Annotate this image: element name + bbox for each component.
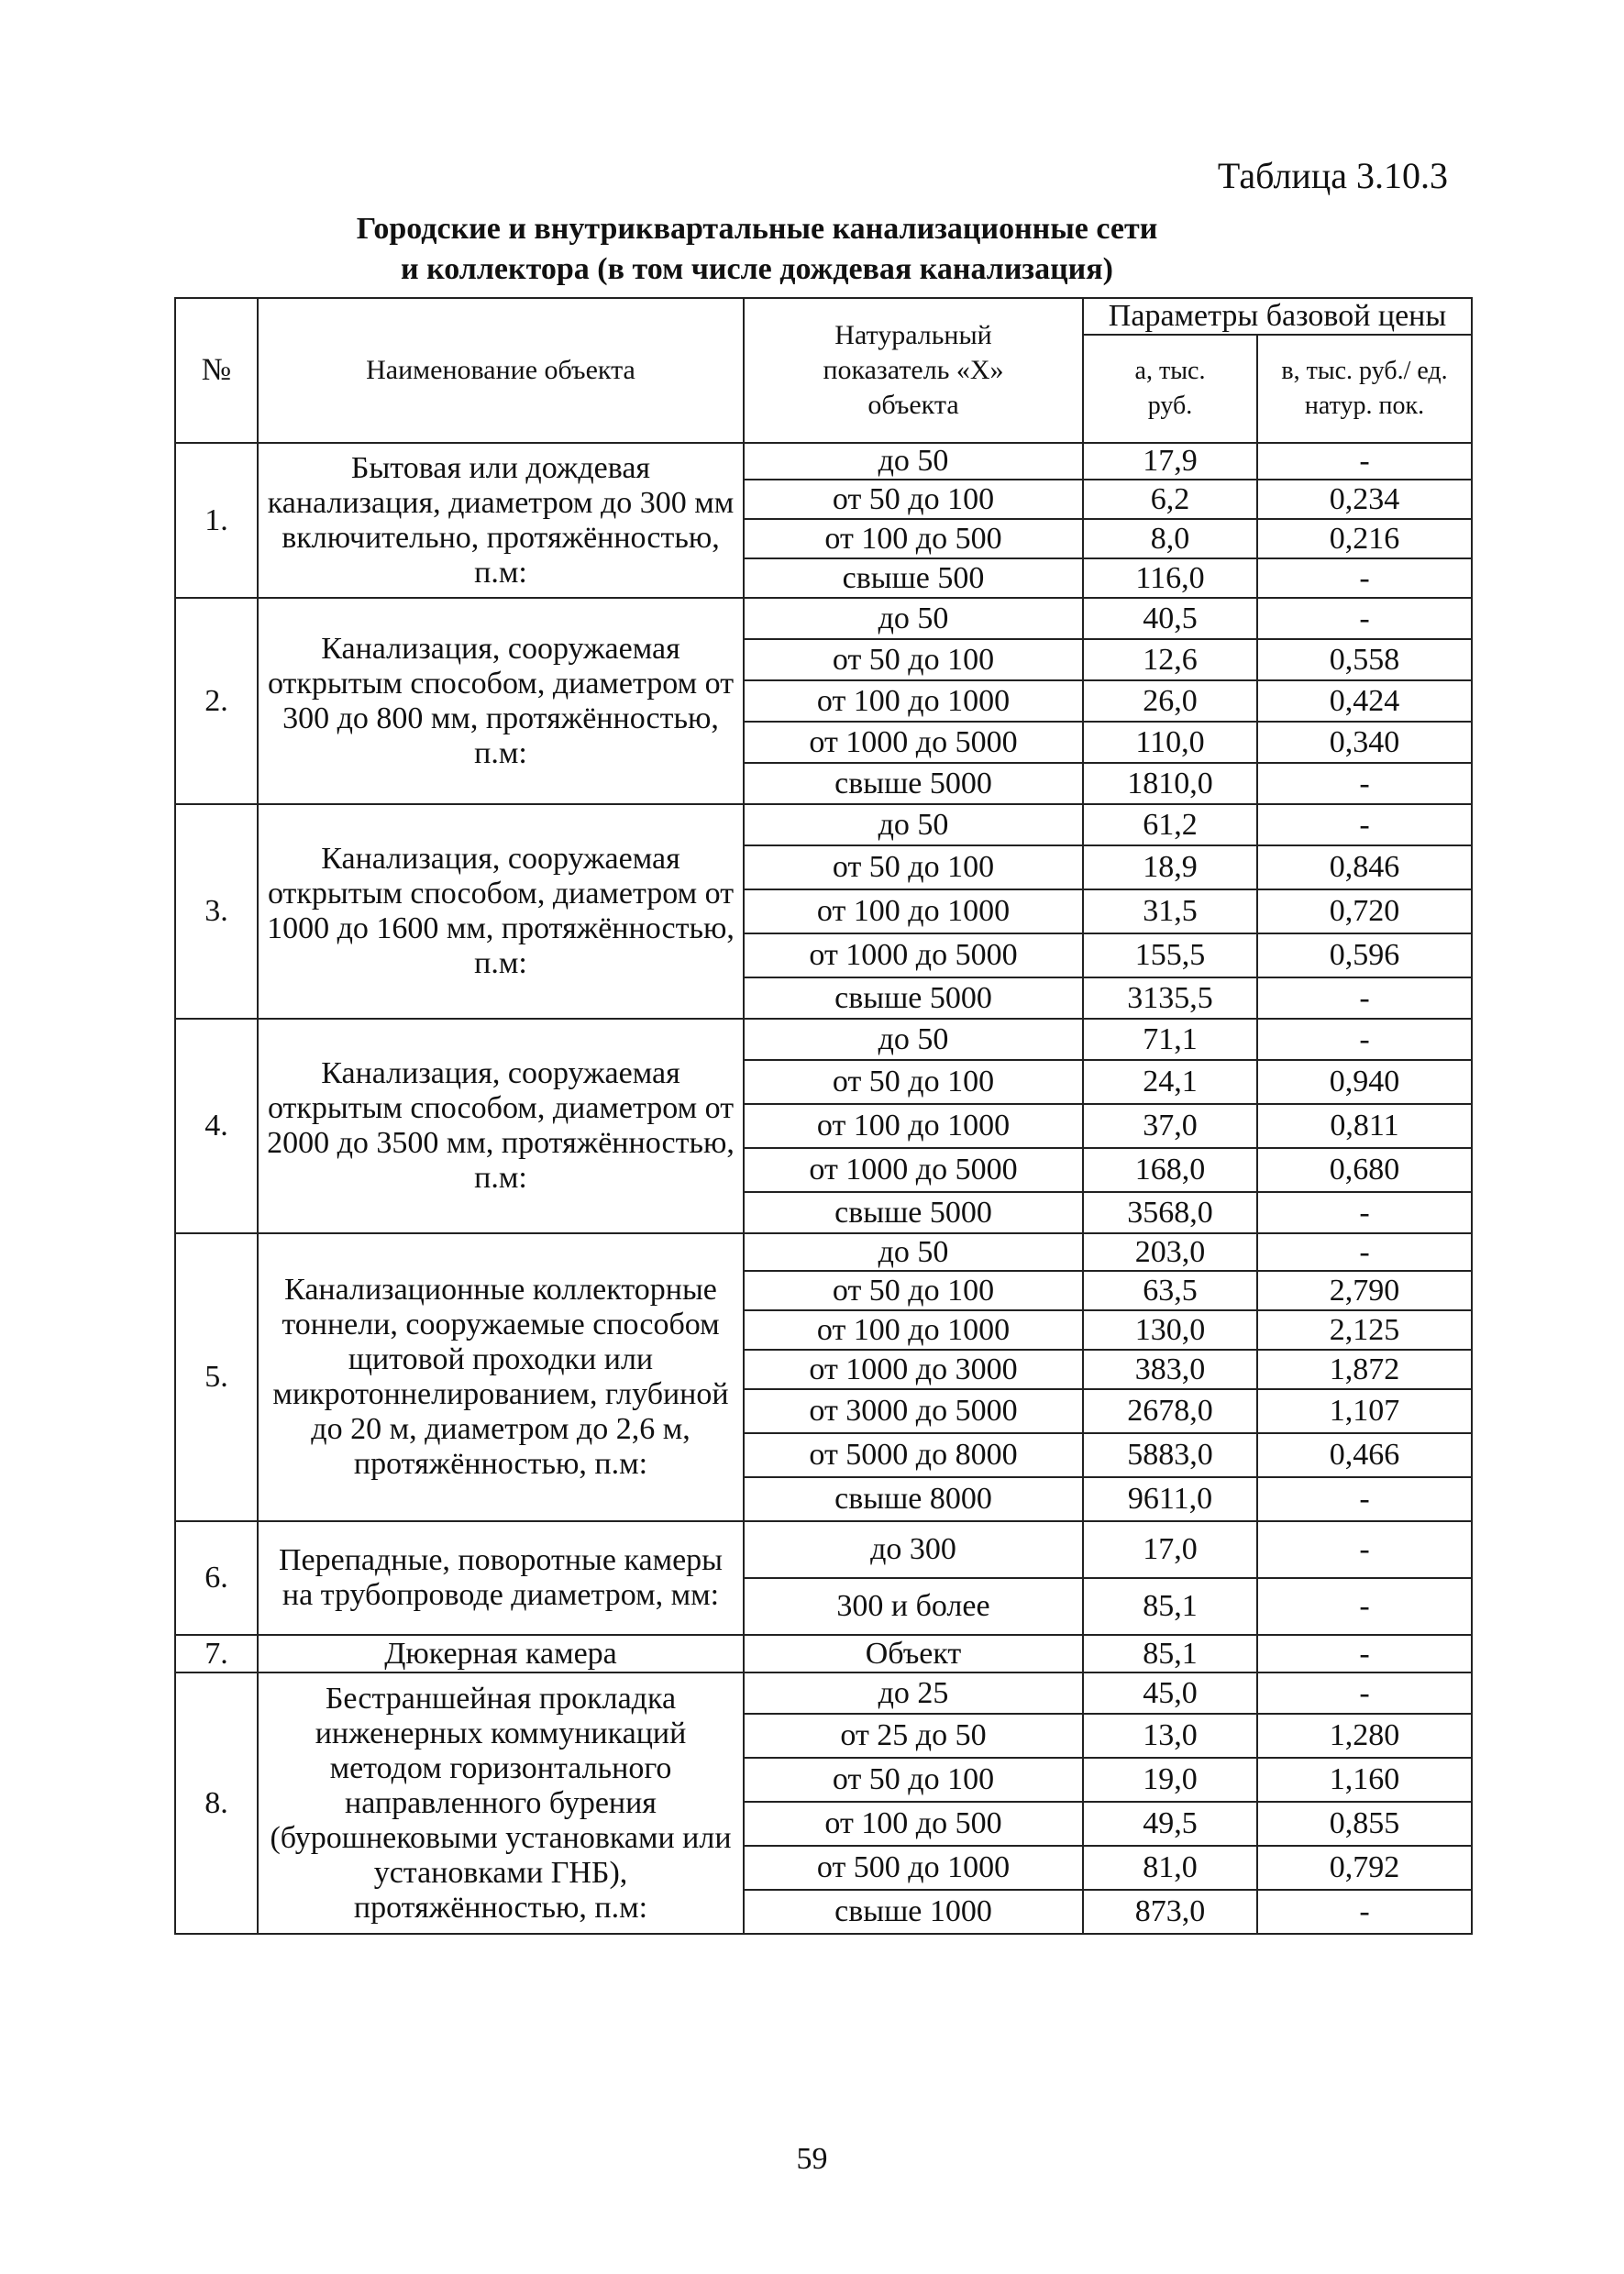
price-a-cell: 3135,5: [1083, 977, 1257, 1019]
indicator-cell: от 1000 до 5000: [744, 722, 1083, 763]
price-b-cell: -: [1257, 443, 1472, 480]
price-b-cell: 2,125: [1257, 1310, 1472, 1350]
price-b-cell: 0,855: [1257, 1802, 1472, 1846]
indicator-cell: до 50: [744, 1233, 1083, 1271]
price-a-cell: 8,0: [1083, 519, 1257, 558]
price-a-cell: 17,9: [1083, 443, 1257, 480]
page-number: 59: [796, 2142, 828, 2176]
price-b-cell: 0,680: [1257, 1148, 1472, 1192]
price-a-cell: 6,2: [1083, 480, 1257, 519]
table-row: [175, 1019, 1472, 1060]
price-b-cell: 0,596: [1257, 933, 1472, 977]
price-a-cell: 155,5: [1083, 933, 1257, 977]
indicator-cell: от 25 до 50: [744, 1714, 1083, 1758]
indicator-cell: от 3000 до 5000: [744, 1389, 1083, 1433]
header-name: Наименование объекта: [258, 298, 744, 443]
object-name: Канализация, сооружаемая открытым способом, диаметром от 2000 до 3500 мм, протяжённостью, п.м:: [258, 1019, 744, 1233]
row-number: 2.: [175, 598, 258, 804]
indicator-cell: от 100 до 1000: [744, 680, 1083, 722]
price-b-cell: 0,234: [1257, 480, 1472, 519]
row-number: 4.: [175, 1019, 258, 1233]
indicator-cell: свыше 5000: [744, 1192, 1083, 1233]
table-row: [175, 443, 1472, 480]
object-name: Канализационные коллекторные тоннели, сооружаемые способом щитовой проходки или микротоннелированием, глубиной до 20 м, диаметром до 2,6 м, протяжённостью, п.м:: [258, 1233, 744, 1521]
indicator-cell: свыше 5000: [744, 763, 1083, 804]
header-num: №: [175, 298, 258, 443]
price-a-cell: 13,0: [1083, 1714, 1257, 1758]
row-number: 3.: [175, 804, 258, 1019]
price-b-cell: 0,720: [1257, 889, 1472, 933]
indicator-cell: от 100 до 1000: [744, 889, 1083, 933]
price-b-cell: 1,160: [1257, 1758, 1472, 1802]
indicator-cell: свыше 500: [744, 558, 1083, 598]
price-b-cell: 0,940: [1257, 1060, 1472, 1104]
object-name: Бестраншейная прокладка инженерных коммуникаций методом горизонтального направленного бурения (бурошнековыми установками или установками ГНБ), протяжённостью, п.м:: [258, 1672, 744, 1934]
indicator-cell: от 50 до 100: [744, 1758, 1083, 1802]
indicator-cell: от 100 до 500: [744, 519, 1083, 558]
indicator-cell: от 50 до 100: [744, 639, 1083, 680]
object-name: Канализация, сооружаемая открытым способом, диаметром от 1000 до 1600 мм, протяжённостью, п.м:: [258, 804, 744, 1019]
price-b-cell: -: [1257, 1019, 1472, 1060]
indicator-cell: от 1000 до 5000: [744, 1148, 1083, 1192]
price-b-cell: 0,846: [1257, 845, 1472, 889]
row-number: 7.: [175, 1635, 258, 1672]
row-number: 1.: [175, 443, 258, 598]
price-a-cell: 2678,0: [1083, 1389, 1257, 1433]
price-table: [174, 297, 1473, 1935]
price-b-cell: -: [1257, 1578, 1472, 1635]
indicator-cell: до 50: [744, 443, 1083, 480]
price-a-cell: 110,0: [1083, 722, 1257, 763]
price-a-cell: 3568,0: [1083, 1192, 1257, 1233]
table-row: [175, 598, 1472, 639]
price-a-cell: 81,0: [1083, 1846, 1257, 1890]
price-a-cell: 19,0: [1083, 1758, 1257, 1802]
price-b-cell: 1,280: [1257, 1714, 1472, 1758]
price-a-cell: 85,1: [1083, 1578, 1257, 1635]
indicator-cell: от 1000 до 3000: [744, 1350, 1083, 1389]
price-b-cell: -: [1257, 1521, 1472, 1578]
price-b-cell: 0,424: [1257, 680, 1472, 722]
price-a-cell: 40,5: [1083, 598, 1257, 639]
price-a-cell: 37,0: [1083, 1104, 1257, 1148]
row-number: 5.: [175, 1233, 258, 1521]
indicator-cell: свыше 5000: [744, 977, 1083, 1019]
object-name: Бытовая или дождевая канализация, диаметром до 300 мм включительно, протяжённостью, п.м:: [258, 443, 744, 598]
price-a-cell: 168,0: [1083, 1148, 1257, 1192]
price-b-cell: -: [1257, 977, 1472, 1019]
row-number: 6.: [175, 1521, 258, 1635]
price-b-cell: -: [1257, 1635, 1472, 1672]
price-b-cell: -: [1257, 558, 1472, 598]
header-params: Параметры базовой цены: [1083, 298, 1472, 335]
object-name: Канализация, сооружаемая открытым способом, диаметром от 300 до 800 мм, протяжённостью, п.м:: [258, 598, 744, 804]
price-a-cell: 203,0: [1083, 1233, 1257, 1271]
indicator-cell: от 1000 до 5000: [744, 933, 1083, 977]
price-a-cell: 130,0: [1083, 1310, 1257, 1350]
price-a-cell: 26,0: [1083, 680, 1257, 722]
table-title-line-1: Городские и внутриквартальные канализационные сети: [356, 212, 1158, 246]
table-body: [175, 443, 1472, 1934]
price-b-cell: -: [1257, 1672, 1472, 1714]
indicator-cell: 300 и более: [744, 1578, 1083, 1635]
indicator-cell: до 50: [744, 804, 1083, 845]
price-a-cell: 31,5: [1083, 889, 1257, 933]
price-b-cell: 0,811: [1257, 1104, 1472, 1148]
price-b-cell: 0,792: [1257, 1846, 1472, 1890]
indicator-cell: от 50 до 100: [744, 845, 1083, 889]
table-row: [175, 1672, 1472, 1714]
price-a-cell: 873,0: [1083, 1890, 1257, 1934]
price-b-cell: -: [1257, 804, 1472, 845]
price-b-cell: 0,558: [1257, 639, 1472, 680]
table-title-line-2: и коллектора (в том числе дождевая канализация): [401, 252, 1113, 286]
header-a: а, тыс. руб.: [1083, 335, 1257, 443]
indicator-cell: от 100 до 1000: [744, 1310, 1083, 1350]
price-b-cell: -: [1257, 598, 1472, 639]
price-a-cell: 61,2: [1083, 804, 1257, 845]
header-b: в, тыс. руб./ ед. натур. пок.: [1257, 335, 1472, 443]
object-name: Дюкерная камера: [258, 1635, 744, 1672]
price-b-cell: 2,790: [1257, 1271, 1472, 1310]
price-b-cell: 0,216: [1257, 519, 1472, 558]
indicator-cell: от 100 до 500: [744, 1802, 1083, 1846]
price-a-cell: 9611,0: [1083, 1477, 1257, 1521]
price-a-cell: 383,0: [1083, 1350, 1257, 1389]
header-indicator: Натуральный показатель «Х» объекта: [744, 298, 1083, 443]
price-a-cell: 49,5: [1083, 1802, 1257, 1846]
price-b-cell: 0,466: [1257, 1433, 1472, 1477]
price-b-cell: -: [1257, 1233, 1472, 1271]
object-name: Перепадные, поворотные камеры на трубопроводе диаметром, мм:: [258, 1521, 744, 1635]
indicator-cell: от 5000 до 8000: [744, 1433, 1083, 1477]
table-row: [175, 1521, 1472, 1578]
price-a-cell: 85,1: [1083, 1635, 1257, 1672]
table-row: [175, 1233, 1472, 1271]
price-a-cell: 63,5: [1083, 1271, 1257, 1310]
indicator-cell: до 50: [744, 1019, 1083, 1060]
table-row: [175, 804, 1472, 845]
price-a-cell: 12,6: [1083, 639, 1257, 680]
indicator-cell: свыше 8000: [744, 1477, 1083, 1521]
price-b-cell: 1,107: [1257, 1389, 1472, 1433]
indicator-cell: до 300: [744, 1521, 1083, 1578]
indicator-cell: от 50 до 100: [744, 1060, 1083, 1104]
price-a-cell: 18,9: [1083, 845, 1257, 889]
indicator-cell: Объект: [744, 1635, 1083, 1672]
table-label: Таблица 3.10.3: [1217, 155, 1448, 196]
price-b-cell: 0,340: [1257, 722, 1472, 763]
price-b-cell: 1,872: [1257, 1350, 1472, 1389]
indicator-cell: свыше 1000: [744, 1890, 1083, 1934]
price-a-cell: 71,1: [1083, 1019, 1257, 1060]
price-a-cell: 5883,0: [1083, 1433, 1257, 1477]
table-row: [175, 1635, 1472, 1672]
price-b-cell: -: [1257, 1192, 1472, 1233]
indicator-cell: от 500 до 1000: [744, 1846, 1083, 1890]
price-a-cell: 116,0: [1083, 558, 1257, 598]
indicator-cell: до 25: [744, 1672, 1083, 1714]
price-a-cell: 1810,0: [1083, 763, 1257, 804]
indicator-cell: от 100 до 1000: [744, 1104, 1083, 1148]
indicator-cell: от 50 до 100: [744, 480, 1083, 519]
row-number: 8.: [175, 1672, 258, 1934]
price-b-cell: -: [1257, 1890, 1472, 1934]
price-a-cell: 17,0: [1083, 1521, 1257, 1578]
indicator-cell: от 50 до 100: [744, 1271, 1083, 1310]
price-b-cell: -: [1257, 763, 1472, 804]
price-b-cell: -: [1257, 1477, 1472, 1521]
table-title: [0, 209, 1624, 290]
price-a-cell: 24,1: [1083, 1060, 1257, 1104]
indicator-cell: до 50: [744, 598, 1083, 639]
price-a-cell: 45,0: [1083, 1672, 1257, 1714]
